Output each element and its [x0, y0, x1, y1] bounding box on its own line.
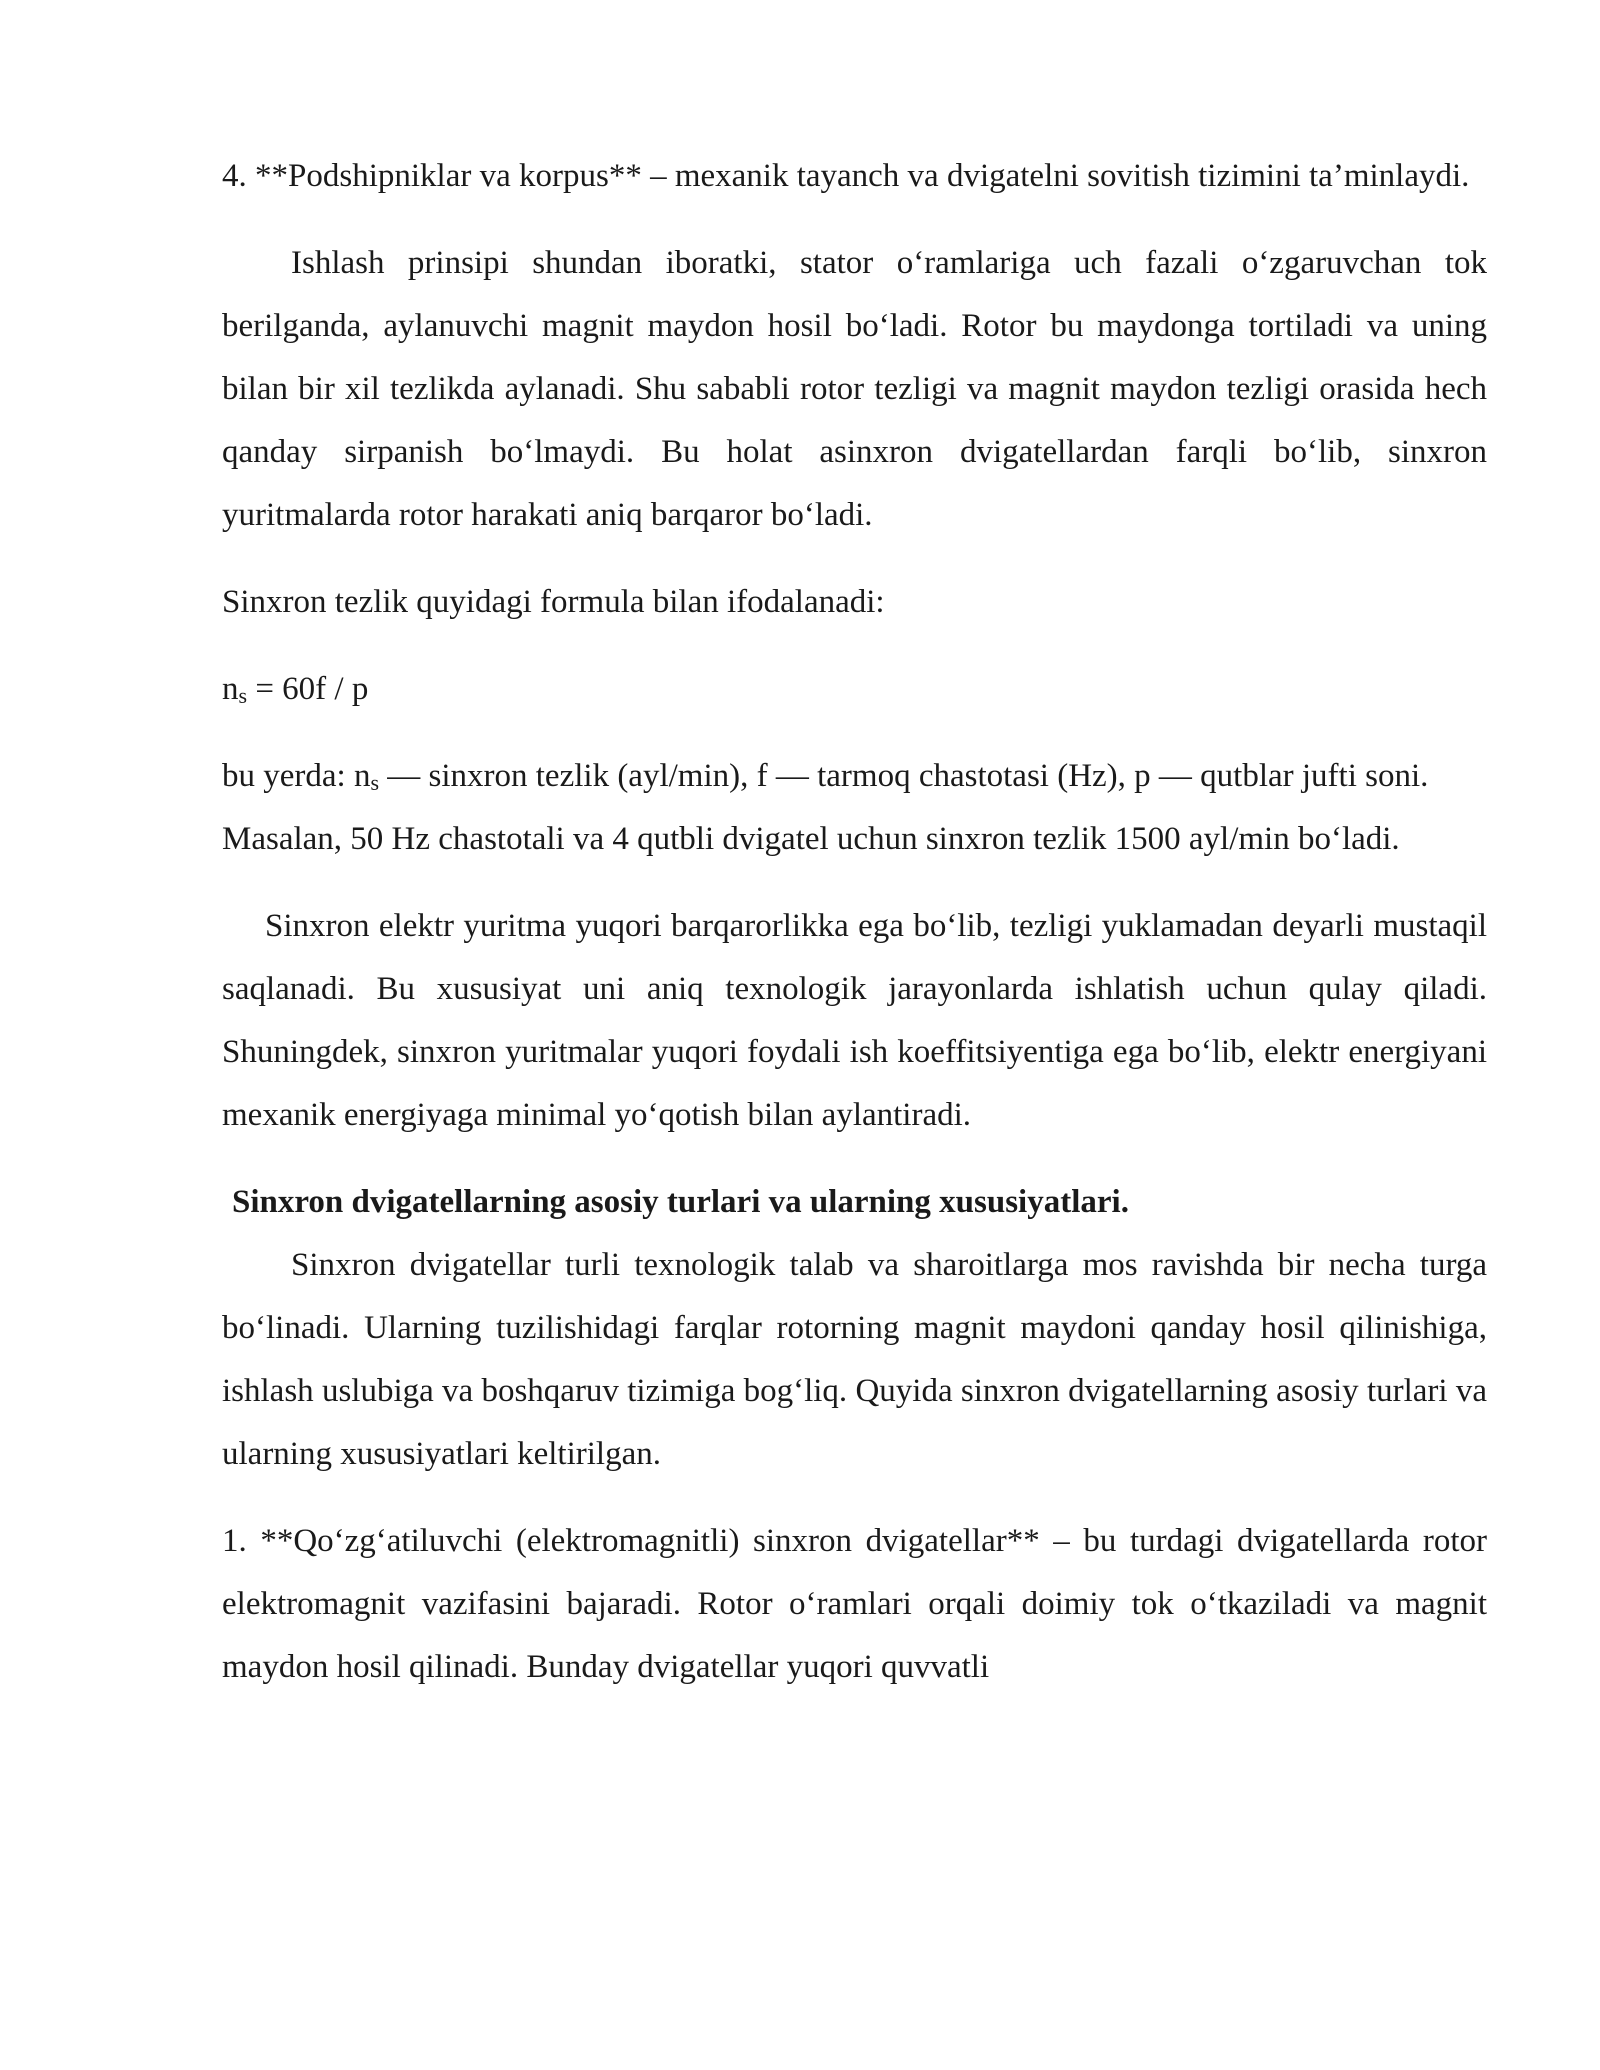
section-heading: Sinxron dvigatellarning asosiy turlari va ularning xususiyatlari. — [232, 1184, 1129, 1220]
formula-expression: = 60f / p — [247, 671, 369, 707]
legend-prefix: bu yerda: n — [222, 758, 371, 794]
paragraph-stability: Sinxron elektr yuritma yuqori barqarorlikka ega bo‘lib, tezligi yuklamadan deyarli mustaqil saqlanadi. Bu xususiyat uni aniq texnologik jarayonlarda ishlatish uchun qulay qiladi. Shuningdek, sinxron yuritmalar yuqori foydali ish koeffitsiyentiga ega bo‘lib, elektr energiyani mexanik energiyaga minimal yo‘qotish bilan aylantiradi. — [222, 908, 1487, 1133]
paragraph-operating-principle: Ishlash prinsipi shundan iboratki, stator o‘ramlariga uch fazali o‘zgaruvchan tok berilganda, aylanuvchi magnit maydon hosil bo‘ladi. Rotor bu maydonga tortiladi va uning bilan bir xil tezlikda aylanadi. Shu sababli rotor tezligi va magnit maydon tezligi orasida hech qanday sirpanish bo‘lmaydi. Bu holat asinxron dvigatellardan farqli bo‘lib, sinxron yuritmalarda rotor harakati aniq barqaror bo‘ladi. — [222, 245, 1487, 533]
paragraph-types-intro: Sinxron dvigatellar turli texnologik talab va sharoitlarga mos ravishda bir necha turga bo‘linadi. Ularning tuzilishidagi farqlar rotorning magnit maydoni qanday hosil qilinishiga, ishlash uslubiga va boshqaruv tizimiga bog‘liq. Quyida sinxron dvigatellarning asosiy turlari va ularning xususiyatlari keltirilgan. — [222, 1247, 1487, 1472]
formula-symbol: n — [222, 671, 239, 707]
paragraph-formula-legend — [222, 745, 1487, 808]
paragraph-bearings: 4. **Podshipniklar va korpus** – mexanik tayanch va dvigatelni sovitish tizimini ta’minlaydi. — [222, 158, 1470, 194]
paragraph-example: Masalan, 50 Hz chastotali va 4 qutbli dvigatel uchun sinxron tezlik 1500 ayl/min bo‘ladi. — [222, 821, 1400, 857]
paragraph-excited-motors: 1. **Qo‘zg‘atiluvchi (elektromagnitli) sinxron dvigatellar** – bu turdagi dvigatellarda rotor elektromagnit vazifasini bajaradi. Rotor o‘ramlari orqali doimiy tok o‘tkaziladi va magnit maydon hosil qilinadi. Bunday dvigatellar yuqori quvvatli — [222, 1523, 1487, 1685]
legend-subscript: s — [370, 770, 380, 795]
paragraph-formula-intro: Sinxron tezlik quyidagi formula bilan ifodalanadi: — [222, 584, 885, 620]
formula-subscript: s — [238, 683, 248, 708]
formula-synchronous-speed — [222, 658, 1487, 721]
legend-text: — sinxron tezlik (ayl/min), f — tarmoq chastotasi (Hz), p — qutblar jufti soni. — [379, 758, 1429, 794]
